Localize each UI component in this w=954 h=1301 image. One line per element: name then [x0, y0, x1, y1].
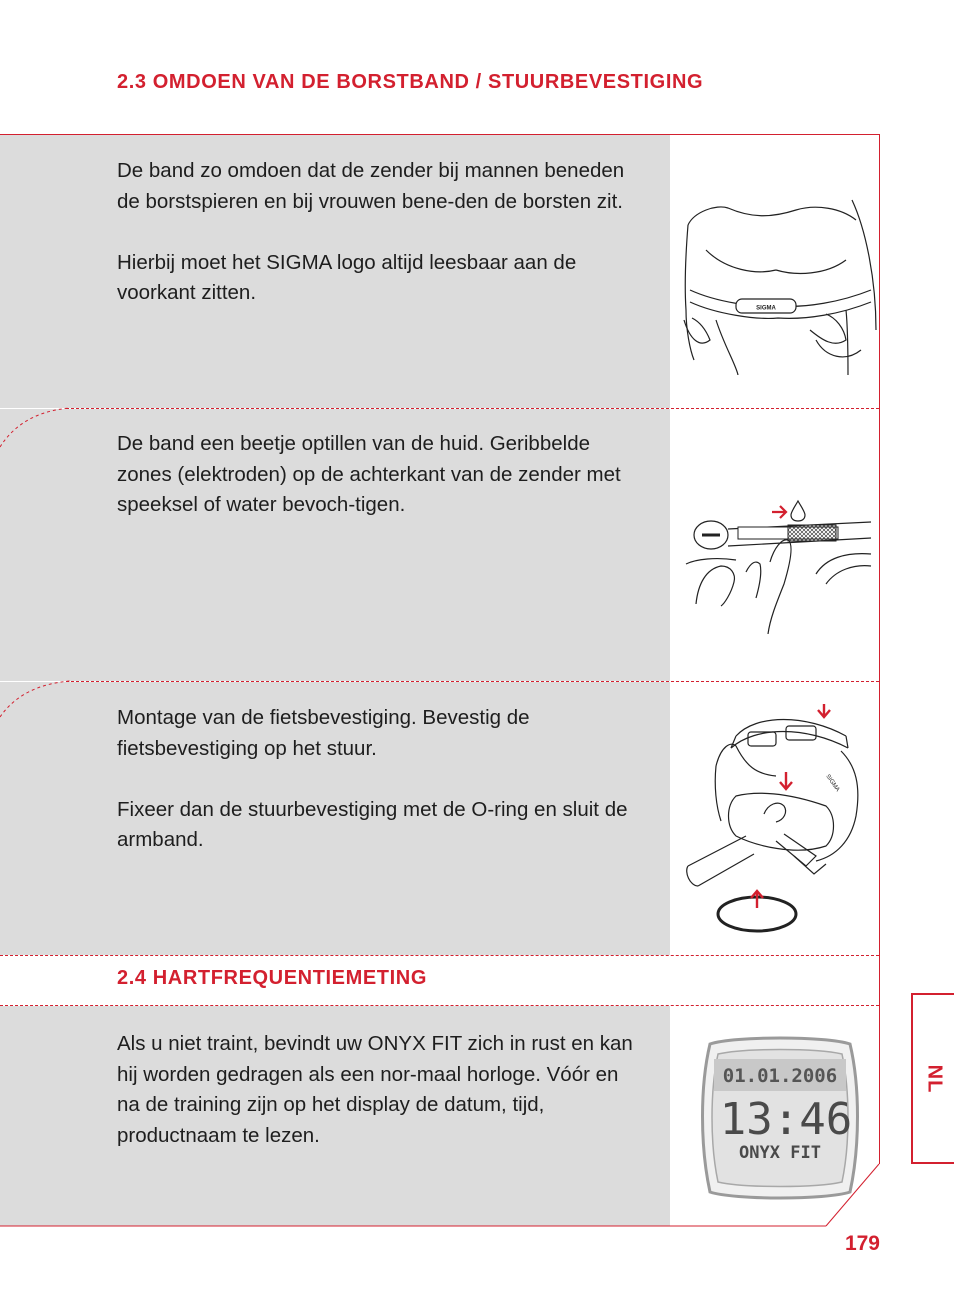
arrow-down-icon	[818, 704, 830, 717]
display-time: 13:46	[719, 1094, 853, 1145]
step4-para1: Als u niet traint, bevindt uw ONYX FIT zich in rust en kan hij worden gedragen als een nor-maal horloge. Vóór en na de training zijn op het display de datum, tijd, productnaam te lezen.	[117, 1032, 633, 1147]
display-date: 01.01.2006	[722, 1065, 838, 1087]
step1-para2: Hierbij moet het SIGMA logo altijd leesbaar aan de voorkant zitten.	[117, 250, 577, 304]
step3-text	[117, 703, 637, 856]
display-product: ONYX FIT	[739, 1143, 821, 1163]
page-number: 179	[844, 1232, 880, 1255]
section-2-3-heading: 2.3 OMDOEN VAN DE BORSTBAND / STUURBEVESTIGING	[117, 71, 704, 93]
arrow-down-icon	[780, 772, 792, 789]
language-tab-label: NL	[923, 1064, 945, 1093]
step2-para1: De band een beetje optillen van de huid. Geribbelde zones (elektroden) op de achterkant van de zender met speeksel of water bevoch-tigen.	[117, 432, 621, 516]
section-2-4-heading: 2.4 HARTFREQUENTIEMETING	[117, 967, 427, 989]
step3-para2: Fixeer dan de stuurbevestiging met de O-ring en sluit de armband.	[117, 797, 628, 851]
language-tab	[911, 993, 954, 1164]
arrow-up-icon	[751, 891, 763, 908]
step3-para1: Montage van de fietsbevestiging. Bevestig de fietsbevestiging op het stuur.	[117, 706, 530, 760]
bike-mount-illustration	[676, 696, 880, 940]
step2-text	[117, 429, 637, 521]
chest-strap-illustration	[676, 190, 880, 375]
divider	[0, 955, 879, 956]
watch-display-illustration	[694, 1026, 866, 1206]
step4-text	[117, 1029, 637, 1151]
water-drop-icon	[791, 501, 805, 521]
arrow-right-icon	[772, 506, 786, 518]
step1-text	[117, 156, 637, 309]
sigma-logo: SIGMA	[756, 305, 776, 312]
moisten-electrodes-illustration	[676, 494, 880, 634]
sigma-logo: SIGMA	[824, 773, 841, 793]
step1-para1: De band zo omdoen dat de zender bij mannen beneden de borstspieren en bij vrouwen bene-den de borsten zit.	[117, 159, 625, 213]
